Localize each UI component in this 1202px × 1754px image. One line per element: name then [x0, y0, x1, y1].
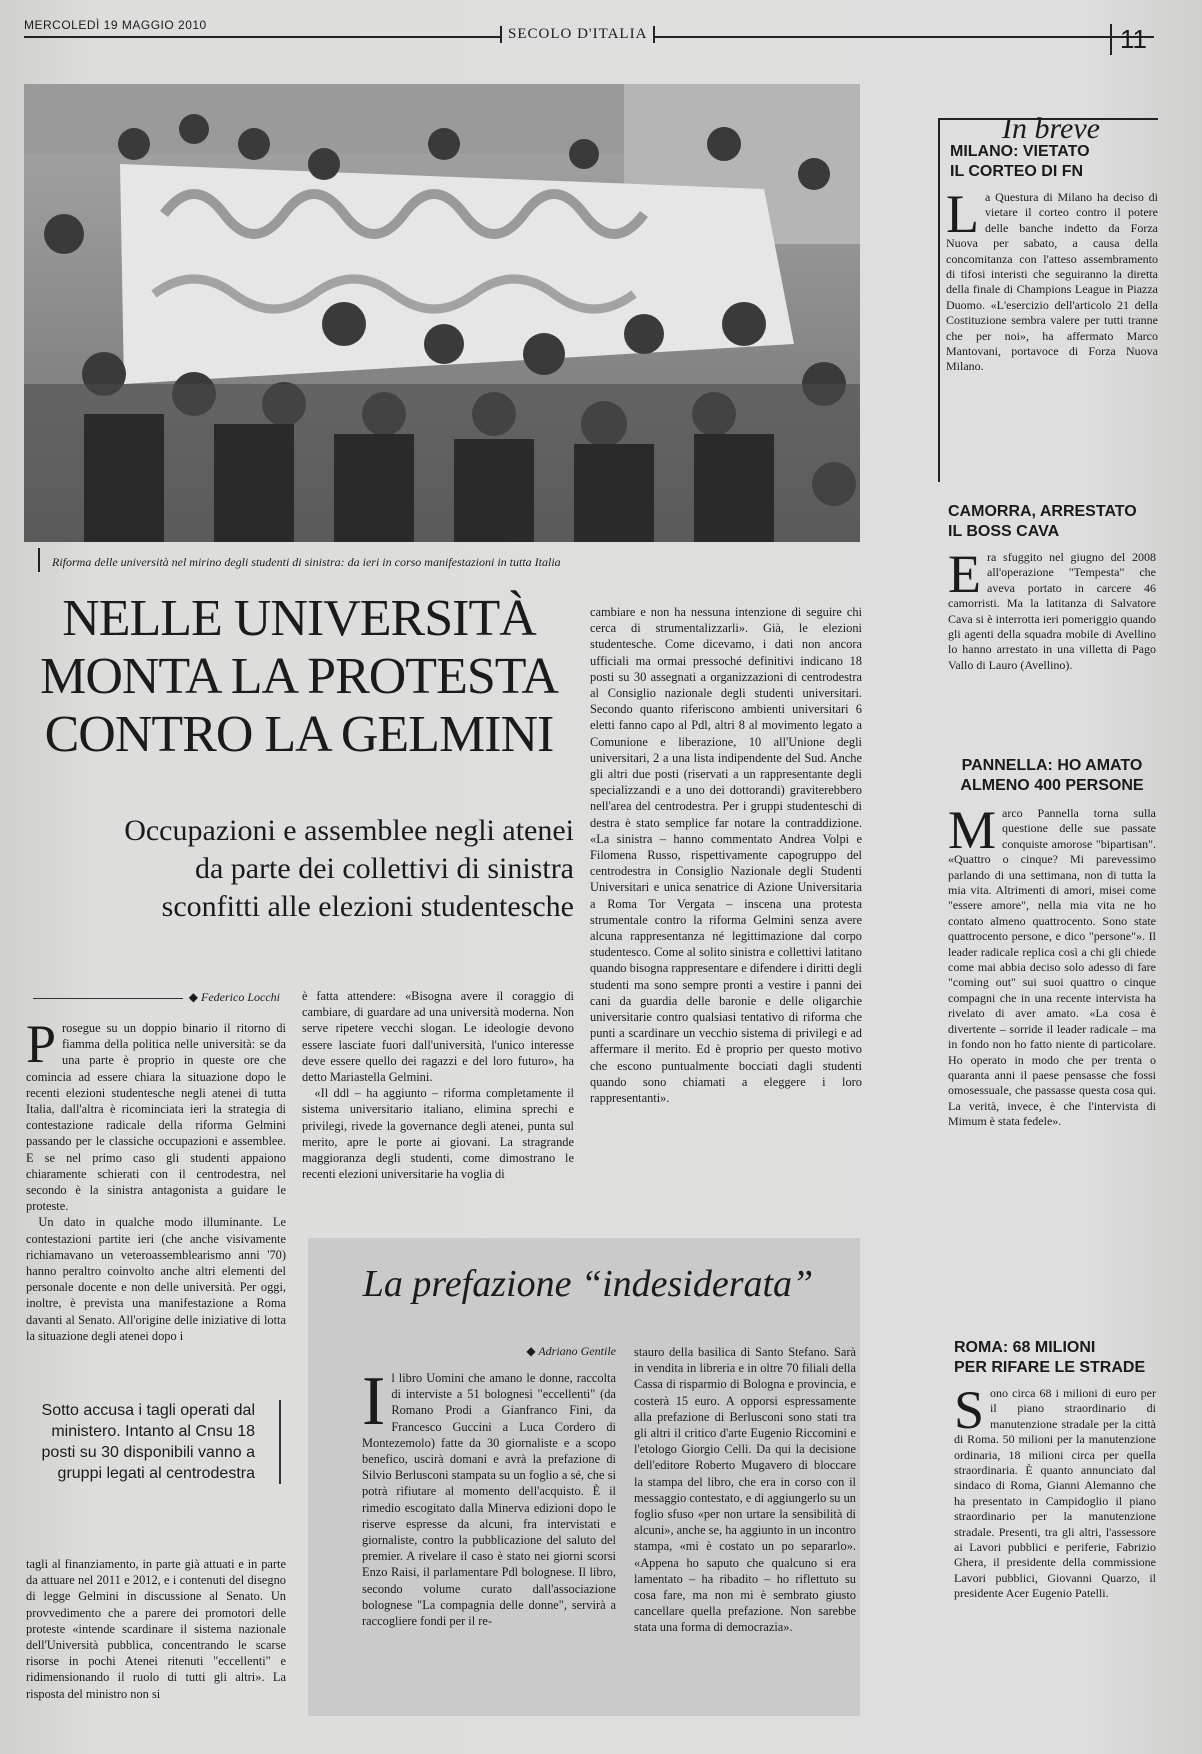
headline-line: NELLE UNIVERSITÀ [62, 590, 536, 647]
brief-paragraph: a Questura di Milano ha deciso di vietare il corteo contro il potere delle banche indetto da Forza Nuova per sabato, a causa della concomitanza con l'atteso assembramento di tifosi interisti che seguiranno la diretta della finale di Champions League in Piazza Duomo. «L'esercizio dell'articolo 21 della Costituzione sembra valere per tutti tranne che per noi», ha affermato Marco Mantovani, portavoce di Forza Nuova Milano. [946, 190, 1158, 374]
drop-cap: S [954, 1386, 985, 1440]
brief-title [948, 756, 1156, 796]
photo-caption: Riforma delle università nel mirino degli studenti di sinistra: da ieri in corso manifestazioni in tutta Italia [52, 555, 561, 569]
headline-line: MONTA LA PROTESTA [40, 648, 558, 705]
brief-text [948, 806, 1156, 1340]
headline-line: CONTRO LA GELMINI [44, 706, 554, 763]
pull-quote: Sotto accusa i tagli operati dal ministero. Intanto al Cnsu 18 posti su 30 disponibili vanno a gruppi legati al centrodestra [30, 1400, 281, 1484]
brief-title-line: PER RIFARE LE STRADE [954, 1359, 1146, 1376]
brief-title-line: IL BOSS CAVA [948, 523, 1060, 540]
drop-cap: I [362, 1370, 386, 1440]
issue-date: MERCOLEDÌ 19 MAGGIO 2010 [24, 18, 207, 32]
brief-paragraph: arco Pannella torna sulla questione delle sue passate conquiste amorose "bipartisan". «Quattro o cinque? Mi parevessimo parlando di una settimana, non di tutta la mia vita. Altrimenti di amori, misei come "essere amore", nella mia vita ne ho contato almeno quattrocento. Sono state quattrocento persone, e dico "persone"». Il leader radicale replica così a chi gli chiede come mai abbia deciso solo adesso di fare "coming out" sui suoi quattro o cinque compagni che in una recente intervista ha rivelato di aver amato. «La cosa è divertente – sorride il leader radicale – ma in fondo non ho fatto niente di particolare. Ho operato in modo che per trenta o quaranta anni il paese pensasse che fossi omosessuale, che passasse questa cosa qui. La verità, invece, è che l'intervista di Mimum è stata fedele». [948, 806, 1156, 1129]
headline [24, 590, 574, 764]
brief-title-line: MILANO: VIETATO [950, 143, 1090, 160]
brief-item-milano [938, 118, 1158, 482]
article-column-1-cont: tagli al finanziamento, in parte già attuati e in parte da attuare nel 2011 e 2012, e i contenuti del disegno di legge Gelmini in discussione al Senato. Un provvedimento che a parere dei promotori delle proteste «intende scardinare il sistema nazionale dell'Università pubblica, concentrando le scarse risorse in pochi Atenei ritenuti "eccellenti" e ridimensionando il ruolo di tutti gli altri». La risposta del ministro non si [26, 1557, 286, 1701]
brief-item-camorra [948, 502, 1156, 732]
subhead-line: sconfitti alle elezioni studentesche [161, 890, 574, 923]
brief-title [954, 1338, 1156, 1378]
page-number: 11 [1110, 24, 1147, 55]
brief-title-line: PANNELLA: HO AMATO [961, 757, 1143, 774]
brief-item-pannella [948, 756, 1156, 1340]
article-paragraph: Un dato in qualche modo illuminante. Le contestazioni partite ieri (che anche visivamente richiamavano un veteroassemblearismo anni '70) hanno peraltro coinvolto anche altri elementi del personale docente e non delle università. Per oggi, inoltre, è prevista una manifestazione a Roma davanti al Senato. All'origine delle iniziative di lotta la situazione degli atenei dopo i [26, 1215, 286, 1343]
article-column-1 [26, 1020, 286, 1392]
subheadline [24, 812, 574, 926]
drop-cap: L [946, 190, 979, 244]
box-byline: ◆ Adriano Gentile [526, 1344, 616, 1358]
crowd-illustration [24, 84, 860, 542]
box-title: La prefazione “indesiderata” [362, 1263, 814, 1305]
brief-title-line: CAMORRA, ARRESTATO [948, 503, 1137, 520]
brief-text [946, 190, 1158, 470]
drop-cap: P [26, 1020, 57, 1074]
drop-cap: E [948, 550, 981, 604]
byline-name: Federico Locchi [201, 990, 280, 1004]
subhead-line: Occupazioni e assemblee negli atenei [124, 814, 574, 847]
brief-title [950, 142, 1158, 182]
box-column-1 [362, 1370, 616, 1714]
article-column-2 [302, 988, 574, 1218]
publication-name: SECOLO D'ITALIA [500, 26, 655, 43]
brief-title-line: ALMENO 400 PERSONE [960, 777, 1144, 794]
byline-name: Adriano Gentile [538, 1344, 616, 1358]
article-byline: ◆ Federico Locchi [30, 990, 280, 1005]
protest-photo [24, 84, 860, 542]
article-column-3: cambiare e non ha nessuna intenzione di seguire chi cerca di strumentalizzarli». Già, le elezioni studentesche. Come dicevamo, i dati non ancora ufficiali ma ormai pressoché definitivi indicano 18 posti su 30 assegnati a organizzazioni di centrodestra al Consiglio nazionale degli studenti universitari. Secondo quanto riferiscono ambienti universitari 6 eletti fanno capo al Pdl, altri 8 al movimento legato a Comunione e liberazione, 10 all'Unione degli universitari, 2 a una lista indipendente del Sud. Anche gli altri due posti (riservati a un rappresentante degli specializzandi e a uno dei dottorandi) graviterebbero nell'area del centrodestra. Per i gruppi studenteschi di destra è stato semplice far notare la contraddizione. «La sinistra – hanno commentato Andrea Volpi e Filomena Russo, rispettivamente capogruppo del centrodestra in Consiglio Nazionale degli Studenti Universitari e unica senatrice di Azione Universitaria a Roma Tor Vergata – inscena una protesta strumentale contro la riforma Gelmini senza avere alcuna rappresentanza né legittimazione dal corpo studentesco. Come al solito sinistra e collettivi latitano quando bisogna rappresentare e difendere i diritti degli studenti ma sono sempre pronti a vestire i panni dei cani da guardia delle baronie e delle oligarchie universitarie contro qualsiasi tentativo di riforma che punti a scardinare un vecchio sistema di privilegi e ad affermare il merito. Ed è proprio per questo motivo che escono puntualmente bocciati dagli studenti quando sono chiamati a eleggere i loro rappresentanti». [590, 605, 862, 1106]
brief-item-roma [954, 1338, 1156, 1738]
drop-cap: M [948, 806, 997, 860]
box-column-2: stauro della basilica di Santo Stefano. Sarà in vendita in libreria e in oltre 70 filiali della Cassa di risparmio di Bologna e provincia, e costerà 15 euro. A opporsi espressamente alla prefazione di Berlusconi sono stati tra gli altri il critico d'arte Eugenio Riccomini e l'etologo Giorgio Celli. Da qui la decisione dell'editore Roberto Mugavero di bloccare la stampa del libro, che era in corso con il messaggio contestato, e di aggiungerlo su un foglio sfuso «per non urtare la sensibilità di alcuni», anche se, ha aggiunto in un incontro stampa, «mi è costato un po separarlo». «Appena ho saputo che qualcuno si era lamentato – ha ribadito – ho riflettuto su cosa fare, ma non mi è sembrato giusto cancellare quella prefazione. Non sarebbe stata una forma di democrazia». [634, 1345, 856, 1635]
in-breve-label: In breve [1002, 112, 1100, 145]
article-paragraph: rosegue su un doppio binario il ritorno di fiamma della politica nelle università: se da una parte è proprio in queste ore che comincia ad essere chiara la situazione dopo le recenti elezioni studentesche negli atenei di tutta Italia, dall'altra è ricominciata ieri la strategia di contestazione radicale della riforma Gelmini passando per le classiche occupazioni e assemblee. E se nel primo caso gli studenti appaiono chiaramente schierati con il centrodestra, nel secondo è la sinistra antagonista a guidare le proteste. [26, 1021, 286, 1214]
article-paragraph: «Il ddl – ha aggiunto – riforma completamente il sistema universitario italiano, elimina sprechi e privilegi, rivede la governance degli atenei, punta sul merito, apre le porte ai giovani. La stragrande maggioranza degli studenti, come dimostrano le recenti elezioni universitarie ha voglia di [302, 1086, 574, 1182]
article-paragraph: è fatta attendere: «Bisogna avere il coraggio di cambiare, di guardare ad una università moderna. Non serve ripetere vecchi slogan. Le ideologie devono essere lasciate fuori dall'università, l'unico interesse deve essere quello dei ragazzi e del loro futuro», ha detto Mariastella Gelmini. [302, 989, 574, 1085]
brief-title-line: ROMA: 68 MILIONI [954, 1339, 1096, 1356]
brief-paragraph: ono circa 68 i milioni di euro per il piano straordinario di manutenzione stradale per la città di Roma. 50 milioni per la manutenzione ordinaria, 18 milioni circa per quella straordinaria. È quanto annunciato dal sindaco di Roma, Gianni Alemanno che ha presentato in Campidoglio il piano straordinario per la manutenzione stradale. Presenti, tra gli altri, l'assessore ai Lavori pubblici e periferie, Fabrizio Ghera, il presidente della commissione Lavori pubblici, Giovanni Quarzo, il presidente Acer Eugenio Patelli. [954, 1386, 1156, 1601]
brief-title [948, 502, 1156, 542]
box-paragraph: l libro Uomini che amano le donne, raccolta di interviste a 51 bolognesi "eccellenti" (da Romano Prodi a Gianfranco Fini, da Francesco Guccini a Luca Cordero di Montezemolo) fatte da 30 giornaliste e a scopo benefico, uscirà domani e avrà la prefazione di Silvio Berlusconi stampata su un foglio a sé, che si potrà rifiutare al momento dell'acquisto. È il rimedio escogitato dalla Minerva edizioni dopo le riserve espresse da alcuni, fra intervistati e giornaliste, contro la pubblicazione del saluto del premier. A rivelare il caso è stato nei giorni scorsi Enzo Raisi, il parlamentare Pdl bolognese. Il libro, secondo volume curato dall'associazione bolognese "La compagnia delle donne", servirà a raccogliere fondi per il re- [362, 1371, 616, 1629]
caption-marker [38, 548, 40, 572]
brief-paragraph: ra sfuggito nel giugno del 2008 all'operazione "Tempesta" che aveva portato in carcere 46 camorristi. Ma la latitanza di Salvatore Cava si è interrotta ieri pomeriggio quando gli agenti della squadra mobile di Avellino lo hanno arrestato in una villetta di Pago Vallo di Lauro (Avellino). [948, 550, 1156, 672]
brief-title-line: IL CORTEO DI FN [950, 163, 1084, 180]
brief-text [948, 550, 1156, 732]
brief-text [954, 1386, 1156, 1738]
subhead-line: da parte dei collettivi di sinistra [194, 852, 574, 885]
